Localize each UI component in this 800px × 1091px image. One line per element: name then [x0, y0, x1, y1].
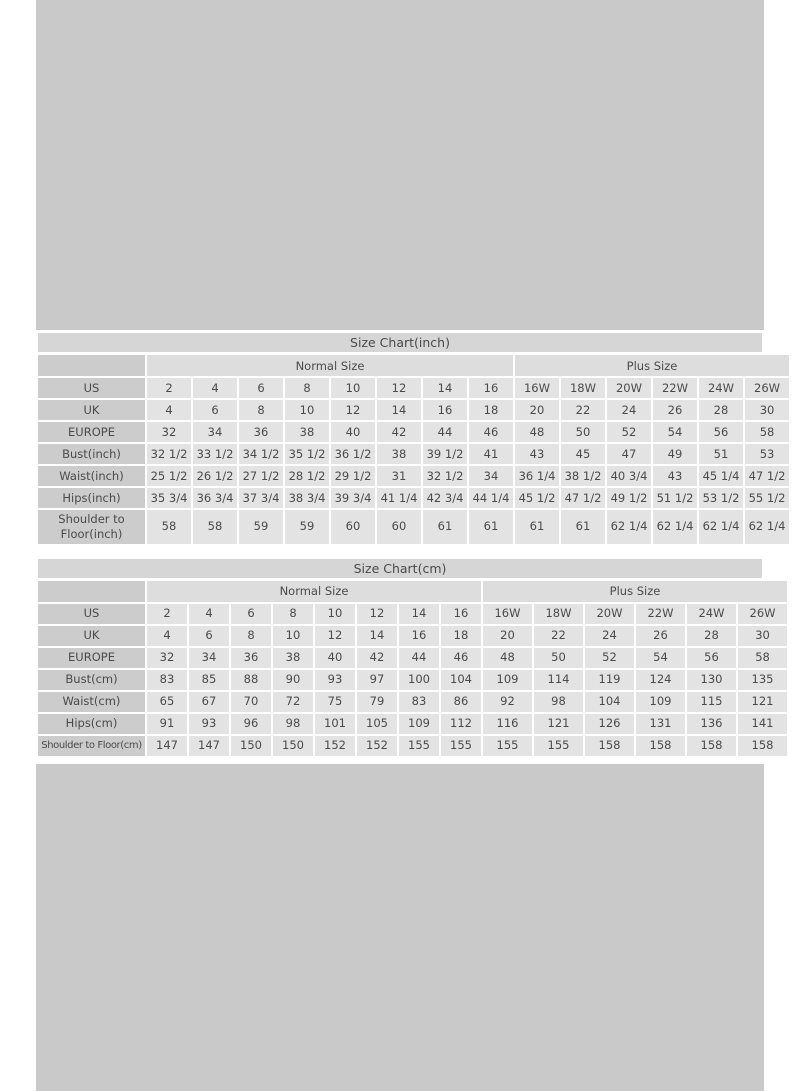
size-value-cell: 93: [315, 670, 355, 690]
table-row: [38, 604, 787, 624]
size-value-cell: 158: [738, 736, 787, 756]
row-label: Waist(inch): [38, 466, 145, 486]
size-value-cell: 44 1/4: [469, 488, 513, 508]
size-value-cell: 16: [469, 378, 513, 398]
size-value-cell: 119: [585, 670, 634, 690]
size-value-cell: 109: [399, 714, 439, 734]
size-value-cell: 54: [636, 648, 685, 668]
size-value-cell: 14: [399, 604, 439, 624]
size-value-cell: 45 1/4: [699, 466, 743, 486]
size-value-cell: 20W: [607, 378, 651, 398]
size-value-cell: 97: [357, 670, 397, 690]
size-value-cell: 34: [193, 422, 237, 442]
size-value-cell: 18W: [534, 604, 583, 624]
row-label: Bust(inch): [38, 444, 145, 464]
size-value-cell: 10: [331, 378, 375, 398]
size-value-cell: 158: [636, 736, 685, 756]
size-value-cell: 100: [399, 670, 439, 690]
size-value-cell: 96: [231, 714, 271, 734]
size-value-cell: 4: [147, 626, 187, 646]
table-row: [38, 378, 789, 398]
size-value-cell: 44: [399, 648, 439, 668]
size-value-cell: 38: [273, 648, 313, 668]
size-value-cell: 109: [636, 692, 685, 712]
row-label: Waist(cm): [38, 692, 145, 712]
row-label: Bust(cm): [38, 670, 145, 690]
size-value-cell: 54: [653, 422, 697, 442]
size-value-cell: 36 1/4: [515, 466, 559, 486]
size-value-cell: 20: [483, 626, 532, 646]
group-header-cell: Normal Size: [147, 581, 481, 602]
row-label: Shoulder to Floor(cm): [38, 736, 145, 756]
size-value-cell: 43: [653, 466, 697, 486]
size-value-cell: 16: [441, 604, 481, 624]
size-value-cell: 58: [745, 422, 789, 442]
size-value-cell: 58: [738, 648, 787, 668]
size-value-cell: 126: [585, 714, 634, 734]
size-value-cell: 47: [607, 444, 651, 464]
size-value-cell: 83: [147, 670, 187, 690]
size-value-cell: 83: [399, 692, 439, 712]
table-row: [38, 444, 789, 464]
size-value-cell: 58: [147, 510, 191, 544]
size-value-cell: 49: [653, 444, 697, 464]
size-value-cell: 10: [315, 604, 355, 624]
size-chart-cm-section: [38, 559, 776, 758]
size-value-cell: 155: [483, 736, 532, 756]
size-value-cell: 50: [561, 422, 605, 442]
table-row: [38, 670, 787, 690]
size-chart-cm-title: Size Chart(cm): [38, 559, 762, 578]
size-value-cell: 26: [653, 400, 697, 420]
size-value-cell: 88: [231, 670, 271, 690]
size-value-cell: 65: [147, 692, 187, 712]
size-value-cell: 30: [745, 400, 789, 420]
size-value-cell: 109: [483, 670, 532, 690]
row-label: UK: [38, 626, 145, 646]
size-value-cell: 39 3/4: [331, 488, 375, 508]
size-value-cell: 18: [441, 626, 481, 646]
size-value-cell: 56: [687, 648, 736, 668]
size-value-cell: 32: [147, 422, 191, 442]
size-value-cell: 152: [357, 736, 397, 756]
size-value-cell: 14: [377, 400, 421, 420]
size-value-cell: 26W: [738, 604, 787, 624]
size-value-cell: 18W: [561, 378, 605, 398]
size-value-cell: 150: [231, 736, 271, 756]
size-value-cell: 121: [738, 692, 787, 712]
size-value-cell: 14: [423, 378, 467, 398]
size-value-cell: 40 3/4: [607, 466, 651, 486]
size-value-cell: 12: [315, 626, 355, 646]
size-value-cell: 26 1/2: [193, 466, 237, 486]
size-value-cell: 93: [189, 714, 229, 734]
size-value-cell: 8: [285, 378, 329, 398]
size-value-cell: 28: [687, 626, 736, 646]
size-value-cell: 104: [441, 670, 481, 690]
size-value-cell: 115: [687, 692, 736, 712]
size-value-cell: 40: [315, 648, 355, 668]
size-value-cell: 26W: [745, 378, 789, 398]
size-value-cell: 72: [273, 692, 313, 712]
size-chart-inch-section: [38, 333, 786, 546]
size-value-cell: 32 1/2: [423, 466, 467, 486]
size-value-cell: 28 1/2: [285, 466, 329, 486]
size-value-cell: 52: [607, 422, 651, 442]
size-value-cell: 41: [469, 444, 513, 464]
group-header-cell: Plus Size: [515, 355, 789, 376]
size-value-cell: 49 1/2: [607, 488, 651, 508]
size-value-cell: 20W: [585, 604, 634, 624]
size-value-cell: 51: [699, 444, 743, 464]
size-chart-inch-table: [36, 353, 791, 546]
size-value-cell: 41 1/4: [377, 488, 421, 508]
size-value-cell: 47 1/2: [745, 466, 789, 486]
size-value-cell: 2: [147, 604, 187, 624]
size-value-cell: 20: [515, 400, 559, 420]
size-value-cell: 158: [687, 736, 736, 756]
size-value-cell: 25 1/2: [147, 466, 191, 486]
size-value-cell: 98: [273, 714, 313, 734]
size-value-cell: 114: [534, 670, 583, 690]
group-header-cell: Normal Size: [147, 355, 513, 376]
size-value-cell: 42: [377, 422, 421, 442]
row-label: UK: [38, 400, 145, 420]
size-value-cell: 22: [534, 626, 583, 646]
size-value-cell: 79: [357, 692, 397, 712]
size-value-cell: 36 1/2: [331, 444, 375, 464]
group-header-row: [38, 355, 789, 376]
size-value-cell: 8: [239, 400, 283, 420]
size-value-cell: 55 1/2: [745, 488, 789, 508]
size-value-cell: 35 1/2: [285, 444, 329, 464]
size-chart-cm-table: [36, 579, 789, 758]
size-value-cell: 58: [193, 510, 237, 544]
size-value-cell: 38: [377, 444, 421, 464]
size-value-cell: 6: [239, 378, 283, 398]
size-value-cell: 12: [357, 604, 397, 624]
size-value-cell: 105: [357, 714, 397, 734]
size-value-cell: 42: [357, 648, 397, 668]
size-value-cell: 8: [231, 626, 271, 646]
size-value-cell: 16: [423, 400, 467, 420]
size-value-cell: 18: [469, 400, 513, 420]
size-value-cell: 22W: [653, 378, 697, 398]
size-value-cell: 22: [561, 400, 605, 420]
size-value-cell: 90: [273, 670, 313, 690]
size-value-cell: 36 3/4: [193, 488, 237, 508]
size-value-cell: 62 1/4: [699, 510, 743, 544]
size-value-cell: 47 1/2: [561, 488, 605, 508]
size-value-cell: 16W: [483, 604, 532, 624]
size-value-cell: 61: [423, 510, 467, 544]
size-value-cell: 44: [423, 422, 467, 442]
corner-cell: [38, 581, 145, 602]
gray-background-top: [36, 0, 764, 330]
size-value-cell: 34: [189, 648, 229, 668]
size-value-cell: 62 1/4: [607, 510, 651, 544]
size-value-cell: 2: [147, 378, 191, 398]
corner-cell: [38, 355, 145, 376]
size-value-cell: 6: [193, 400, 237, 420]
size-value-cell: 16: [399, 626, 439, 646]
size-value-cell: 31: [377, 466, 421, 486]
size-value-cell: 36: [239, 422, 283, 442]
size-value-cell: 8: [273, 604, 313, 624]
size-value-cell: 61: [469, 510, 513, 544]
group-header-cell: Plus Size: [483, 581, 787, 602]
size-value-cell: 24W: [699, 378, 743, 398]
size-value-cell: 43: [515, 444, 559, 464]
size-value-cell: 14: [357, 626, 397, 646]
size-value-cell: 38 3/4: [285, 488, 329, 508]
size-value-cell: 85: [189, 670, 229, 690]
size-value-cell: 10: [285, 400, 329, 420]
size-value-cell: 67: [189, 692, 229, 712]
size-value-cell: 60: [331, 510, 375, 544]
size-value-cell: 4: [147, 400, 191, 420]
size-value-cell: 22W: [636, 604, 685, 624]
size-value-cell: 135: [738, 670, 787, 690]
size-value-cell: 45: [561, 444, 605, 464]
table-row: [38, 422, 789, 442]
size-value-cell: 131: [636, 714, 685, 734]
size-value-cell: 4: [189, 604, 229, 624]
size-value-cell: 6: [189, 626, 229, 646]
size-value-cell: 40: [331, 422, 375, 442]
size-value-cell: 6: [231, 604, 271, 624]
size-value-cell: 38 1/2: [561, 466, 605, 486]
size-value-cell: 147: [147, 736, 187, 756]
size-value-cell: 36: [231, 648, 271, 668]
size-value-cell: 10: [273, 626, 313, 646]
row-label: EUROPE: [38, 422, 145, 442]
table-row: [38, 510, 789, 544]
size-value-cell: 62 1/4: [745, 510, 789, 544]
size-value-cell: 75: [315, 692, 355, 712]
table-row: [38, 488, 789, 508]
size-value-cell: 34: [469, 466, 513, 486]
size-value-cell: 53: [745, 444, 789, 464]
size-value-cell: 59: [239, 510, 283, 544]
size-value-cell: 35 3/4: [147, 488, 191, 508]
group-header-row: [38, 581, 787, 602]
size-value-cell: 52: [585, 648, 634, 668]
row-label: Shoulder to Floor(inch): [38, 510, 145, 544]
size-value-cell: 33 1/2: [193, 444, 237, 464]
size-value-cell: 61: [515, 510, 559, 544]
size-value-cell: 112: [441, 714, 481, 734]
size-value-cell: 26: [636, 626, 685, 646]
size-value-cell: 155: [399, 736, 439, 756]
table-row: [38, 648, 787, 668]
size-value-cell: 16W: [515, 378, 559, 398]
size-value-cell: 32: [147, 648, 187, 668]
size-value-cell: 12: [377, 378, 421, 398]
size-value-cell: 56: [699, 422, 743, 442]
size-value-cell: 104: [585, 692, 634, 712]
size-value-cell: 51 1/2: [653, 488, 697, 508]
size-value-cell: 28: [699, 400, 743, 420]
size-value-cell: 24: [585, 626, 634, 646]
size-value-cell: 29 1/2: [331, 466, 375, 486]
size-value-cell: 92: [483, 692, 532, 712]
size-value-cell: 12: [331, 400, 375, 420]
row-label: US: [38, 378, 145, 398]
row-label: Hips(inch): [38, 488, 145, 508]
row-label: US: [38, 604, 145, 624]
size-value-cell: 34 1/2: [239, 444, 283, 464]
gray-background-bottom: [36, 764, 764, 1091]
size-value-cell: 48: [483, 648, 532, 668]
size-value-cell: 27 1/2: [239, 466, 283, 486]
size-value-cell: 116: [483, 714, 532, 734]
size-value-cell: 62 1/4: [653, 510, 697, 544]
size-value-cell: 130: [687, 670, 736, 690]
size-value-cell: 155: [441, 736, 481, 756]
size-value-cell: 30: [738, 626, 787, 646]
size-value-cell: 158: [585, 736, 634, 756]
table-row: [38, 692, 787, 712]
size-value-cell: 32 1/2: [147, 444, 191, 464]
size-value-cell: 42 3/4: [423, 488, 467, 508]
size-value-cell: 98: [534, 692, 583, 712]
size-value-cell: 150: [273, 736, 313, 756]
size-value-cell: 60: [377, 510, 421, 544]
table-row: [38, 400, 789, 420]
size-value-cell: 24: [607, 400, 651, 420]
size-value-cell: 61: [561, 510, 605, 544]
size-value-cell: 121: [534, 714, 583, 734]
size-value-cell: 48: [515, 422, 559, 442]
size-value-cell: 39 1/2: [423, 444, 467, 464]
size-value-cell: 38: [285, 422, 329, 442]
size-value-cell: 155: [534, 736, 583, 756]
size-value-cell: 50: [534, 648, 583, 668]
row-label: EUROPE: [38, 648, 145, 668]
size-value-cell: 91: [147, 714, 187, 734]
table-row: [38, 736, 787, 756]
size-value-cell: 136: [687, 714, 736, 734]
size-value-cell: 24W: [687, 604, 736, 624]
size-value-cell: 37 3/4: [239, 488, 283, 508]
size-value-cell: 141: [738, 714, 787, 734]
size-value-cell: 101: [315, 714, 355, 734]
size-value-cell: 152: [315, 736, 355, 756]
size-value-cell: 45 1/2: [515, 488, 559, 508]
row-label: Hips(cm): [38, 714, 145, 734]
table-row: [38, 714, 787, 734]
size-value-cell: 46: [469, 422, 513, 442]
table-row: [38, 626, 787, 646]
size-value-cell: 86: [441, 692, 481, 712]
size-value-cell: 70: [231, 692, 271, 712]
table-row: [38, 466, 789, 486]
size-value-cell: 147: [189, 736, 229, 756]
size-charts: [38, 333, 786, 758]
size-value-cell: 124: [636, 670, 685, 690]
size-value-cell: 46: [441, 648, 481, 668]
size-value-cell: 59: [285, 510, 329, 544]
size-value-cell: 4: [193, 378, 237, 398]
size-chart-inch-title: Size Chart(inch): [38, 333, 762, 352]
size-value-cell: 53 1/2: [699, 488, 743, 508]
